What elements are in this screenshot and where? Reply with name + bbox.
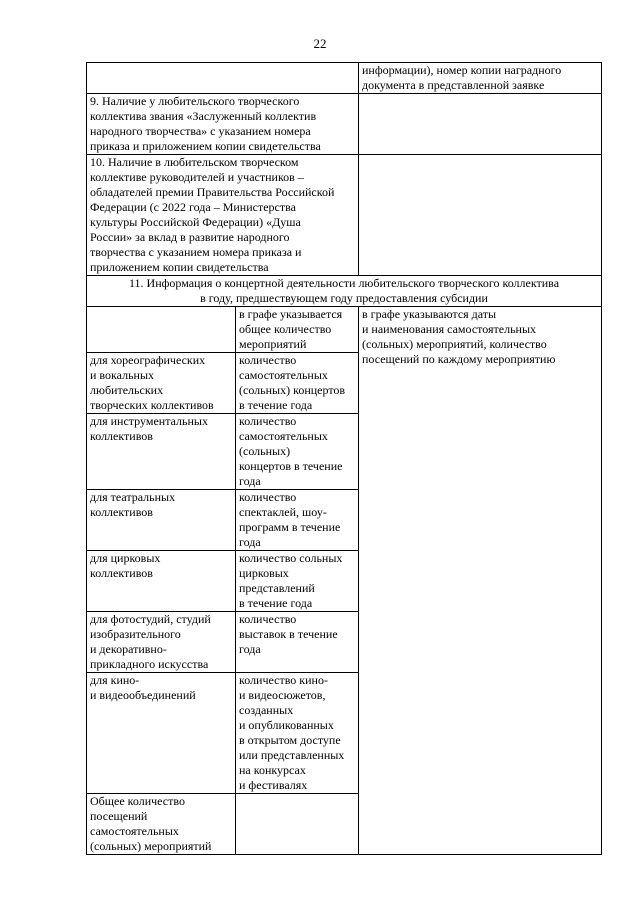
table-row xyxy=(87,94,602,155)
header-right: в графе указываются даты и наименования самостоятельных (сольных) мероприятий, количество посещений по каждому мероприятию xyxy=(359,307,602,855)
table-cell: информации), номер копии наградного документа в представленной заявке xyxy=(359,63,602,94)
empty-cell xyxy=(87,307,236,353)
criterion-9: 9. Наличие у любительского творческого коллектива звания «Заслуженный коллектив народного творчества» с указанием номера приказа и приложением копии свидетельства xyxy=(87,94,359,155)
category-measure: количество самостоятельных (сольных) концертов в течение года xyxy=(236,414,359,490)
empty-cell xyxy=(359,94,602,155)
category-label: Общее количество посещений самостоятельных (сольных) мероприятий xyxy=(87,794,236,855)
category-measure: количество выставок в течение года xyxy=(236,612,359,673)
empty-cell xyxy=(87,63,359,94)
criteria-table xyxy=(86,62,602,855)
category-label: для театральных коллективов xyxy=(87,490,236,551)
category-measure: количество сольных цирковых представлений в течение года xyxy=(236,551,359,612)
category-label: для цирковых коллективов xyxy=(87,551,236,612)
category-measure xyxy=(236,794,359,855)
category-label: для хореографических и вокальных любительских творческих коллективов xyxy=(87,353,236,414)
category-measure: количество спектаклей, шоу- программ в течение года xyxy=(236,490,359,551)
table-row xyxy=(87,155,602,276)
category-measure: количество кино- и видеосюжетов, созданных и опубликованных в открытом доступе или представленных на конкурсах и фестивалях xyxy=(236,673,359,794)
table-row xyxy=(87,276,602,307)
table-row xyxy=(87,307,602,353)
table-row xyxy=(87,63,602,94)
category-label: для фотостудий, студий изобразительного и декоративно- прикладного искусства xyxy=(87,612,236,673)
header-mid: в графе указывается общее количество мероприятий xyxy=(236,307,359,353)
section-11-title: 11. Информация о концертной деятельности любительского творческого коллектива в году, предшествующем году предоставления субсидии xyxy=(87,276,602,307)
criterion-10: 10. Наличие в любительском творческом коллективе руководителей и участников – обладателей премии Правительства Российской Федерации (с 2022 года – Министерства культуры Российской Федерации) «Душа России» за вклад в развитие народного творчества с указанием номера приказа и приложением копии свидетельства xyxy=(87,155,359,276)
empty-cell xyxy=(359,155,602,276)
category-measure: количество самостоятельных (сольных) концертов в течение года xyxy=(236,353,359,414)
page-number: 22 xyxy=(313,36,327,51)
category-label: для кино- и видеообъединений xyxy=(87,673,236,794)
category-label: для инструментальных коллективов xyxy=(87,414,236,490)
